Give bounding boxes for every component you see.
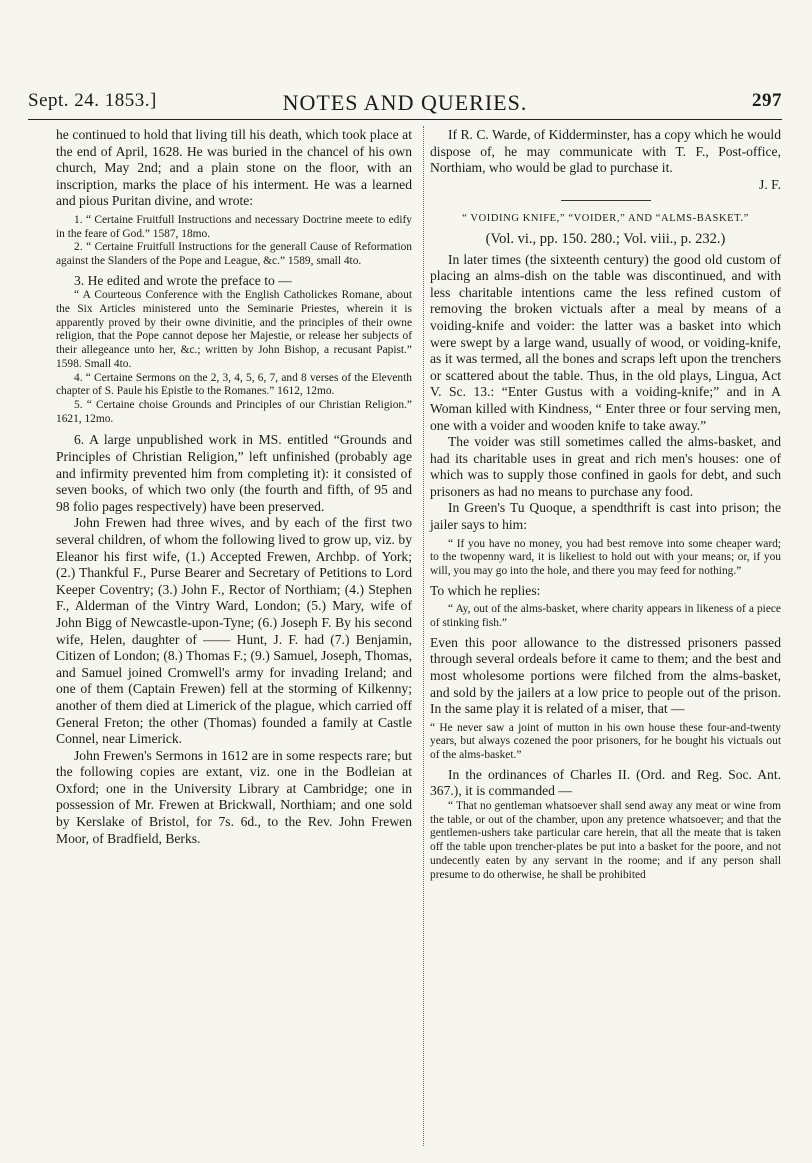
signature: J. F. [759,176,781,192]
paragraph-voider: The voider was still sometimes called the alms-basket, and had its charitable uses in great and rich men's houses: one of which was to supply those confined in gaols for debt, and such prisoners as had no means to purchase any food. [430,434,781,499]
article-heading: “ VOIDING KNIFE,” “VOIDER,” AND “ALMS-BASKET.” [462,213,749,225]
intro-paragraph: he continued to hold that living till his death, which took place at the end of April, 1628. He was buried in the chancel of his own church, May 2nd; and a plain stone on the floor, with an inscription, marks the place of his interment. He was a learned and pious Puritan divine, and wrote: [56,127,412,209]
column-divider [423,126,424,1146]
right-column [430,127,781,882]
quote-miser: “ He never saw a joint of mutton in his own house these four-and-twenty years, but always cozened the poor prisoners, for he bought his victuals out of the alms-basket.” [430,721,781,762]
paragraph-poor-allowance: Even this poor allowance to the distressed prisoners passed through several ordeals before it came to them; and the best and most wholesome portions were filched from the alms-basket, and sold by the jailers at a low price to people out of the prison. In the same play it is related of a miser, that — [430,634,781,717]
quote-alms-basket: “ Ay, out of the alms-basket, where charity appears in likeness of a piece of stinking fish.” [430,603,781,630]
work-item-4: 4. “ Certaine Sermons on the 2, 3, 4, 5, 6, 7, and 8 verses of the Eleventh chapter of S. Paule his Epistle to the Romanes.” 1612, 12mo. [56,371,412,398]
work-item-6: 6. A large unpublished work in MS. entitled “Grounds and Principles of Christian Religion,” left unfinished (probably age and infirmity prevented him from completing it): it consisted of seven books, of which two only (the fourth and fifth, of 95 and 98 folio pages respectively) have been preserved. [56,432,412,514]
left-column [56,127,412,847]
running-header [28,90,782,118]
header-rule [28,119,782,120]
section-rule [561,200,651,201]
journal-title: NOTES AND QUERIES. [282,90,528,115]
quote-ordinance: “ That no gentleman whatsoever shall send away any meat or wine from the table, or out of the chamber, upon any pretence whatsoever; and that the gentlemen-ushers take particular care herein, that all the meate that is taken off the table upon trencher-plates be put into a basket for the poore, and not undecently eaten by any servant in the roome; and if any person shall presume to do otherwise, he shall be prohibited [430,800,781,881]
warde-query: If R. C. Warde, of Kidderminster, has a copy which he would dispose of, he may communicate with T. F., Post-office, Northiam, who would be glad to purchase it. [430,127,781,176]
paragraph-later-times: In later times (the sixteenth century) the good old custom of placing an alms-dish on the table was discontinued, and with less charitable intentions came the less refined custom of removing the broken victuals after a meal by means of a voiding-knife and voider: the latter was a basket into which were swept by a large wand, usually of wood, or voiding-knife, as it was termed, all the bones and scraps left upon the trenchers or scattered about the table. Thus, in the old plays, Lingua, Act V. Sc. 13.: “Enter Gustus with a voiding-knife;” and in A Woman killed with Kindness, “ Enter three or four serving men, one with a voider and wooden knife to take away.” [430,251,781,433]
work-item-1: 1. “ Certaine Fruitfull Instructions and necessary Doctrine meete to edify in the feare of God.” 1587, 18mo. [56,213,412,240]
work-item-2: 2. “ Certaine Fruitfull Instructions for the generall Cause of Reformation against the Slanders of the Pope and League, &c.” 1589, small 4to. [56,241,412,268]
work-item-3: 3. He edited and wrote the preface to — [74,272,292,288]
paragraph-tu-quoque: In Green's Tu Quoque, a spendthrift is cast into prison; the jailer says to him: [430,500,781,533]
family-paragraph: John Frewen had three wives, and by each of the first two several children, of whom the following lived to grow up, viz. by Eleanor his first wife, (1.) Accepted Frewen, Archbp. of York; (2.) Thankful F., Purse Bearer and Secretary of Petitions to Lord Keeper Coventry; (3.) John F., Rector of Northiam; (4.) Stephen F., Alderman of the Vintry Ward, London; (5.) Mary, wife of John Bigg of Newcastle-upon-Tyne; (6.) Joseph F. By his second wife, Helen, daughter of —— Hunt, J. F. had (7.) Benjamin, Citizen of London; (8.) Thomas F.; (9.) Samuel, Joseph, Thomas, and Samuel joined Cromwell's army for invading Ireland; and one of them (Captain Frewen) fell at the storming of Kilkenny; another of them died at Limerick of the plague, which carried off General Freton; the other (Thomas) founded a family at Castle Connel, near Limerick. [56,515,412,747]
header-date: Sept. 24. 1853.] [28,90,157,111]
paragraph-replies: To which he replies: [430,582,541,598]
work-item-3-quote: “ A Courteous Conference with the English Catholickes Romane, about the Six Articles ministered unto the Seminarie Priestes, wherein it is apparently proved by their owne divinitie, and the principles of their owne religion, that the Pope cannot depose her Majestie, or release her subjects of their allegeance unto her, &c.; written by John Bishop, a recusant Papist.” 1598. Small 4to. [56,289,412,370]
paragraph-ordinances: In the ordinances of Charles II. (Ord. and Reg. Soc. Ant. 367.), it is commanded — [430,766,781,799]
page-number: 297 [752,90,782,111]
quote-jailer: “ If you have no money, you had best remove into some cheaper ward; to the twopenny ward, it is likeliest to hold out with your means; or, if you will, you may go into the hole, and there you may feed for nothing.” [430,537,781,578]
sermons-paragraph: John Frewen's Sermons in 1612 are in some respects rare; but the following copies are extant, viz. one in the Bodleian at Oxford; one in the University Library at Cambridge; one in possession of Mr. Frewen at Brickwall, Northiam; and one sold by Kerslake of Bristol, for 7s. 6d., to the Rev. John Frewen Moor, of Bradfield, Berks. [56,747,412,846]
work-item-5: 5. “ Certaine choise Grounds and Principles of our Christian Religion.” 1621, 12mo. [56,399,412,425]
volume-reference: (Vol. vi., pp. 150. 280.; Vol. viii., p. 232.) [485,230,726,247]
